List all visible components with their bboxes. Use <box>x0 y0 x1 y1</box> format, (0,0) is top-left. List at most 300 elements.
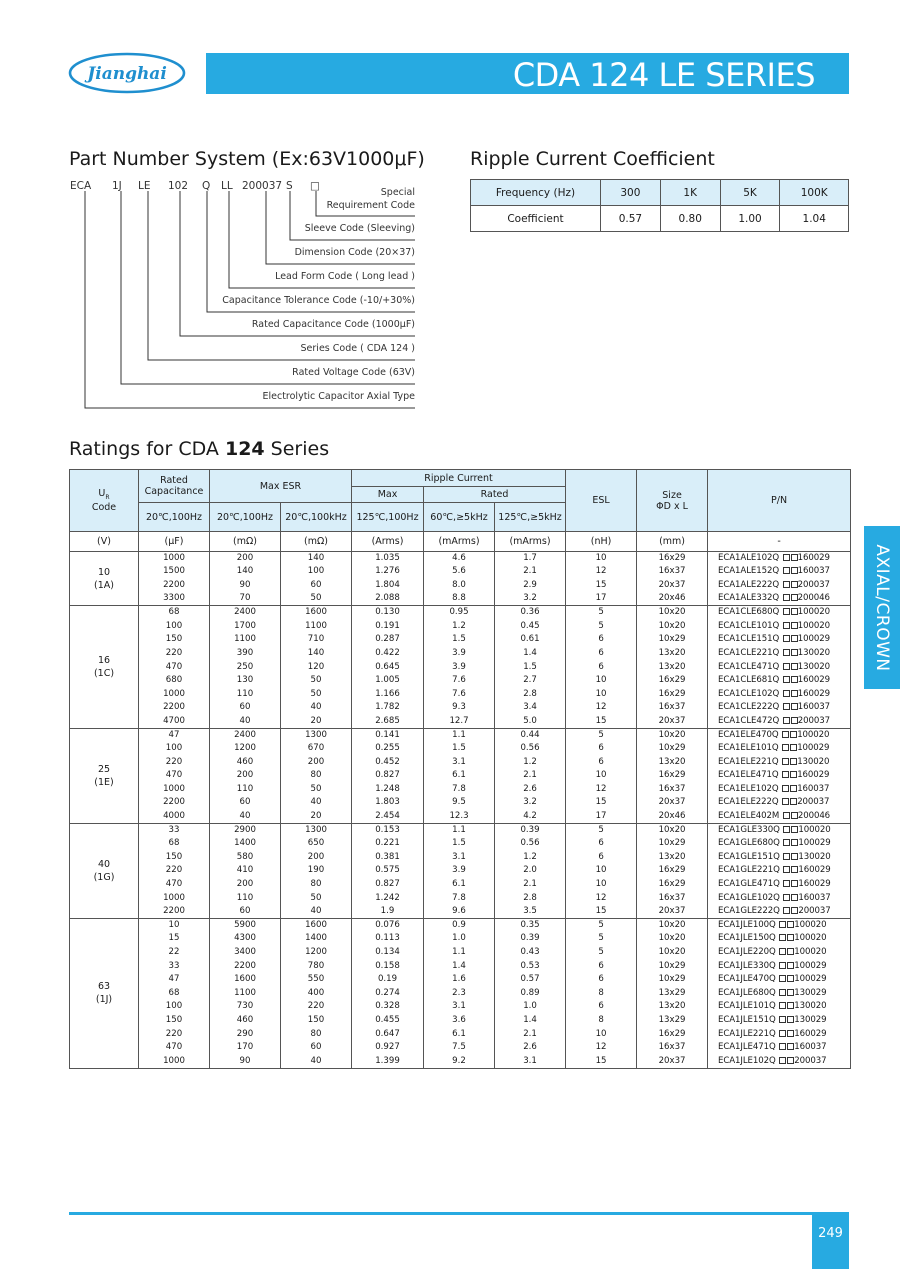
part-number-prefix: ECA1GLE330Q <box>718 824 780 835</box>
part-code-label: Electrolytic Capacitor Axial Type <box>262 391 415 402</box>
table-cell: 1.5 <box>424 633 495 647</box>
table-cell: 12 <box>566 1041 637 1055</box>
placeholder-box-icon <box>783 554 790 561</box>
table-cell: 50 <box>281 687 352 701</box>
table-cell: 6 <box>566 647 637 661</box>
table-cell: 1.1 <box>424 946 495 960</box>
part-number-prefix: ECA1ELE402M <box>718 810 780 821</box>
part-number-prefix: ECA1JLE471Q <box>718 1042 776 1053</box>
table-row <box>70 619 851 633</box>
table-cell: 460 <box>210 755 281 769</box>
table-cell: 7.8 <box>424 783 495 797</box>
part-number-suffix: 100020 <box>797 620 830 631</box>
part-number-suffix: 160037 <box>798 892 831 903</box>
frequency-label: Frequency (Hz) <box>471 180 601 206</box>
placeholder-box-icon <box>791 812 798 819</box>
table-cell: 470 <box>139 878 210 892</box>
placeholder-box-icon <box>783 866 790 873</box>
table-cell: 1100 <box>210 987 281 1001</box>
table-cell: 0.95 <box>424 606 495 620</box>
pn-header: P/N <box>708 470 851 532</box>
part-code-segment: Q <box>202 180 211 192</box>
table-cell: 33 <box>139 959 210 973</box>
part-number-cell <box>708 619 851 633</box>
table-cell: 13x20 <box>637 660 708 674</box>
frequency-cell: 5K <box>720 180 780 206</box>
table-cell: 1.5 <box>424 837 495 851</box>
part-number-cell <box>708 701 851 715</box>
table-cell: 0.45 <box>495 619 566 633</box>
table-cell: 50 <box>281 891 352 905</box>
part-number-suffix: 100029 <box>798 838 831 849</box>
table-cell: 6 <box>566 1000 637 1014</box>
part-number-prefix: ECA1JLE221Q <box>718 1028 776 1039</box>
size-header: Size ΦD x L <box>637 470 708 532</box>
part-number-cell <box>708 1054 851 1068</box>
voltage-code: (1G) <box>93 871 115 883</box>
table-cell: 200 <box>281 755 352 769</box>
part-number-prefix: ECA1CLE101Q <box>718 620 780 631</box>
table-cell: 3.1 <box>424 1000 495 1014</box>
table-cell: 20x46 <box>637 592 708 606</box>
voltage-code: (1C) <box>93 668 115 680</box>
table-cell: 1.0 <box>424 932 495 946</box>
table-cell: 2200 <box>139 579 210 593</box>
part-number-prefix: ECA1CLE102Q <box>718 688 780 699</box>
table-row <box>70 565 851 579</box>
unit-cell: (Arms) <box>352 532 424 552</box>
part-number-suffix: 100020 <box>797 729 830 740</box>
table-cell: 290 <box>210 1027 281 1041</box>
part-number-suffix: 100029 <box>797 743 830 754</box>
table-cell: 0.19 <box>352 973 424 987</box>
table-cell: 140 <box>281 552 352 566</box>
part-number-cell <box>708 919 851 933</box>
table-cell: 1.276 <box>352 565 424 579</box>
ripple-coefficient-table <box>470 179 849 232</box>
unit-cell: (mm) <box>637 532 708 552</box>
table-cell: 220 <box>139 1027 210 1041</box>
table-cell: 16x29 <box>637 864 708 878</box>
table-cell: 1.5 <box>495 660 566 674</box>
table-cell: 2.088 <box>352 592 424 606</box>
part-number-suffix: 100029 <box>797 634 830 645</box>
table-cell: 670 <box>281 742 352 756</box>
part-number-suffix: 130020 <box>797 661 830 672</box>
table-cell: 200 <box>210 878 281 892</box>
part-number-suffix: 100020 <box>794 920 827 931</box>
table-cell: 5 <box>566 619 637 633</box>
voltage-value: 40 <box>97 858 111 870</box>
part-number-prefix: ECA1CLE471Q <box>718 661 780 672</box>
part-number-prefix: ECA1CLE680Q <box>718 607 780 618</box>
table-cell: 1100 <box>210 633 281 647</box>
placeholder-box-icon <box>783 690 790 697</box>
table-cell: 7.6 <box>424 687 495 701</box>
part-code-label: Rated Capacitance Code (1000μF) <box>251 319 415 330</box>
table-cell: 1600 <box>281 606 352 620</box>
table-cell: 20 <box>281 715 352 729</box>
part-number-cell <box>708 769 851 783</box>
part-number-suffix: 100020 <box>794 933 827 944</box>
table-row <box>70 864 851 878</box>
table-cell: 1000 <box>139 552 210 566</box>
part-code-segment: S <box>286 180 293 192</box>
coefficient-cell: 1.00 <box>720 206 780 232</box>
table-cell: 130 <box>210 674 281 688</box>
part-number-suffix: 200046 <box>797 810 831 821</box>
part-number-cell <box>708 973 851 987</box>
table-cell: 16x29 <box>637 687 708 701</box>
table-row <box>70 973 851 987</box>
table-cell: 1.005 <box>352 674 424 688</box>
table-row <box>70 728 851 742</box>
ratings-table <box>69 469 851 1069</box>
table-cell: 80 <box>281 1027 352 1041</box>
table-cell: 47 <box>139 973 210 987</box>
table-cell: 60 <box>210 905 281 919</box>
table-cell: 0.827 <box>352 878 424 892</box>
part-number-suffix: 100029 <box>794 974 827 985</box>
cap-condition: 20℃,100Hz <box>139 503 210 532</box>
part-number-suffix: 160029 <box>797 553 830 564</box>
ripple-coefficient-heading: Ripple Current Coefficient <box>470 148 715 170</box>
table-cell: 3.9 <box>424 660 495 674</box>
voltage-value: 10 <box>97 566 111 578</box>
part-number-cell <box>708 783 851 797</box>
unit-cell: (nH) <box>566 532 637 552</box>
part-number-cell <box>708 905 851 919</box>
table-cell: 1.399 <box>352 1054 424 1068</box>
part-code-segment: LL <box>221 180 233 192</box>
table-cell: 3.9 <box>424 864 495 878</box>
table-cell: 3.2 <box>495 796 566 810</box>
table-cell: 10x20 <box>637 919 708 933</box>
placeholder-box-icon <box>791 663 798 670</box>
part-number-suffix: 200037 <box>794 1055 827 1066</box>
placeholder-box-icon <box>791 676 798 683</box>
table-cell: 50 <box>281 592 352 606</box>
table-row <box>70 742 851 756</box>
table-cell: 60 <box>281 1041 352 1055</box>
voltage-group-cell <box>70 919 139 1069</box>
ripple-current-header: Ripple Current <box>352 470 566 487</box>
table-cell: 0.575 <box>352 864 424 878</box>
units-row <box>70 532 851 552</box>
table-cell: 0.53 <box>495 959 566 973</box>
table-cell: 390 <box>210 647 281 661</box>
table-cell: 0.141 <box>352 728 424 742</box>
table-cell: 0.43 <box>495 946 566 960</box>
table-cell: 1.035 <box>352 552 424 566</box>
table-cell: 3300 <box>139 592 210 606</box>
table-cell: 100 <box>139 742 210 756</box>
part-number-cell <box>708 633 851 647</box>
voltage-group-cell <box>70 728 139 823</box>
table-cell: 60 <box>281 579 352 593</box>
ur-code-header: $U_R$ Code <box>70 470 139 532</box>
table-cell: 650 <box>281 837 352 851</box>
table-cell: 0.328 <box>352 1000 424 1014</box>
part-number-cell <box>708 1014 851 1028</box>
max-condition: 125℃,100Hz <box>352 503 424 532</box>
placeholder-box-icon <box>783 839 790 846</box>
table-cell: 5.0 <box>495 715 566 729</box>
part-number-prefix: ECA1CLE472Q <box>718 715 780 726</box>
placeholder-box-icon <box>791 635 798 642</box>
table-cell: 12.3 <box>424 810 495 824</box>
part-number-suffix: 130020 <box>797 647 830 658</box>
placeholder-box-icon <box>783 907 790 914</box>
table-cell: 200 <box>210 769 281 783</box>
table-cell: 40 <box>281 701 352 715</box>
table-cell: 9.3 <box>424 701 495 715</box>
table-row <box>70 592 851 606</box>
table-cell: 2200 <box>139 701 210 715</box>
part-number-suffix: 200037 <box>797 579 830 590</box>
table-cell: 4000 <box>139 810 210 824</box>
table-cell: 7.6 <box>424 674 495 688</box>
table-cell: 50 <box>281 674 352 688</box>
table-cell: 100 <box>139 619 210 633</box>
voltage-value: 63 <box>97 981 111 993</box>
table-cell: 0.56 <box>495 742 566 756</box>
part-number-prefix: ECA1ALE102Q <box>718 553 779 564</box>
part-number-prefix: ECA1GLE680Q <box>718 838 780 849</box>
part-number-prefix: ECA1ELE101Q <box>718 743 779 754</box>
table-cell: 710 <box>281 633 352 647</box>
table-cell: 0.191 <box>352 619 424 633</box>
table-cell: 40 <box>210 810 281 824</box>
table-row <box>70 1014 851 1028</box>
placeholder-box-icon <box>791 608 798 615</box>
frequency-cell: 100K <box>780 180 849 206</box>
table-cell: 0.57 <box>495 973 566 987</box>
table-cell: 110 <box>210 687 281 701</box>
table-cell: 1.2 <box>424 619 495 633</box>
table-cell: 5 <box>566 606 637 620</box>
part-number-prefix: ECA1ALE222Q <box>718 579 779 590</box>
table-cell: 10 <box>566 769 637 783</box>
table-cell: 16x29 <box>637 769 708 783</box>
unit-cell: (μF) <box>139 532 210 552</box>
table-cell: 16x37 <box>637 701 708 715</box>
table-cell: 80 <box>281 878 352 892</box>
part-number-heading: Part Number System (Ex:63V1000μF) <box>69 148 425 170</box>
part-code-label: Rated Voltage Code (63V) <box>292 367 415 378</box>
table-cell: 2.0 <box>495 864 566 878</box>
max-esr-header: Max ESR <box>210 470 352 503</box>
part-number-suffix: 100029 <box>794 960 827 971</box>
table-cell: 68 <box>139 987 210 1001</box>
table-cell: 10x29 <box>637 973 708 987</box>
ratings-heading-prefix: Ratings for CDA <box>69 438 225 460</box>
table-cell: 1.9 <box>352 905 424 919</box>
table-cell: 10x29 <box>637 742 708 756</box>
table-cell: 10 <box>566 878 637 892</box>
table-cell: 5 <box>566 919 637 933</box>
table-cell: 2.6 <box>495 783 566 797</box>
table-cell: 16x37 <box>637 891 708 905</box>
ratings-heading <box>69 438 329 460</box>
table-cell: 1600 <box>210 973 281 987</box>
placeholder-box-icon <box>791 622 798 629</box>
placeholder-box-icon <box>791 649 798 656</box>
table-row <box>70 606 851 620</box>
table-row <box>70 891 851 905</box>
table-cell: 17 <box>566 810 637 824</box>
table-cell: 10x20 <box>637 728 708 742</box>
part-number-cell <box>708 796 851 810</box>
part-number-cell <box>708 565 851 579</box>
part-number-suffix: 160029 <box>797 675 830 686</box>
table-cell: 13x20 <box>637 755 708 769</box>
table-cell: 10x20 <box>637 606 708 620</box>
table-cell: 20x37 <box>637 905 708 919</box>
part-number-prefix: ECA1CLE221Q <box>718 647 780 658</box>
table-cell: 33 <box>139 823 210 837</box>
voltage-value: 16 <box>97 655 111 667</box>
part-code-label: Special Requirement Code <box>326 187 415 211</box>
table-cell: 0.35 <box>495 919 566 933</box>
part-number-cell <box>708 674 851 688</box>
table-cell: 6.1 <box>424 1027 495 1041</box>
table-cell: 16x29 <box>637 674 708 688</box>
table-cell: 16x29 <box>637 552 708 566</box>
ur-code-header-text: Code <box>91 502 117 514</box>
table-cell: 150 <box>281 1014 352 1028</box>
table-cell: 10x29 <box>637 837 708 851</box>
placeholder-box-icon <box>779 1057 786 1064</box>
table-cell: 10x20 <box>637 823 708 837</box>
placeholder-box-icon <box>791 703 798 710</box>
table-cell: 4.6 <box>424 552 495 566</box>
table-cell: 1.803 <box>352 796 424 810</box>
part-number-prefix: ECA1CLE681Q <box>718 675 780 686</box>
part-number-suffix: 160029 <box>797 770 830 781</box>
part-number-prefix: ECA1JLE101Q <box>718 1001 776 1012</box>
table-cell: 7.5 <box>424 1041 495 1055</box>
placeholder-box-icon <box>791 567 798 574</box>
table-cell: 2200 <box>139 796 210 810</box>
table-cell: 1.2 <box>495 851 566 865</box>
table-cell: 1200 <box>210 742 281 756</box>
table-row <box>70 755 851 769</box>
table-cell: 60 <box>210 701 281 715</box>
part-number-cell <box>708 579 851 593</box>
table-cell: 0.44 <box>495 728 566 742</box>
table-cell: 60 <box>210 796 281 810</box>
table-cell: 13x29 <box>637 987 708 1001</box>
part-number-suffix: 100020 <box>794 947 827 958</box>
table-cell: 5 <box>566 932 637 946</box>
table-cell: 0.39 <box>495 823 566 837</box>
table-cell: 0.255 <box>352 742 424 756</box>
table-cell: 110 <box>210 891 281 905</box>
table-cell: 1300 <box>281 823 352 837</box>
table-cell: 0.113 <box>352 932 424 946</box>
table-cell: 5900 <box>210 919 281 933</box>
table-row <box>70 905 851 919</box>
table-cell: 22 <box>139 946 210 960</box>
part-number-suffix: 200037 <box>797 797 830 808</box>
table-cell: 0.36 <box>495 606 566 620</box>
table-cell: 1000 <box>139 687 210 701</box>
table-row <box>70 810 851 824</box>
table-cell: 6 <box>566 959 637 973</box>
table-cell: 68 <box>139 606 210 620</box>
part-number-cell <box>708 742 851 756</box>
table-cell: 90 <box>210 1054 281 1068</box>
part-code-segment: 102 <box>168 180 189 192</box>
table-cell: 250 <box>210 660 281 674</box>
placeholder-box-icon <box>782 731 789 738</box>
table-cell: 8 <box>566 987 637 1001</box>
table-cell: 0.287 <box>352 633 424 647</box>
table-cell: 140 <box>281 647 352 661</box>
table-cell: 150 <box>139 851 210 865</box>
placeholder-box-icon <box>779 989 786 996</box>
table-cell: 12 <box>566 783 637 797</box>
part-number-cell <box>708 728 851 742</box>
placeholder-box-icon <box>791 717 798 724</box>
rated-capacitance-header: Rated Capacitance <box>139 470 210 503</box>
part-code-label: Dimension Code (20×37) <box>294 247 415 258</box>
table-cell: 1200 <box>281 946 352 960</box>
table-cell: 20x37 <box>637 1054 708 1068</box>
table-row <box>70 851 851 865</box>
placeholder-box-icon <box>782 758 789 765</box>
table-cell: 2.6 <box>495 1041 566 1055</box>
table-cell: 10x29 <box>637 633 708 647</box>
coefficient-cell: 0.80 <box>660 206 720 232</box>
table-cell: 13x20 <box>637 1000 708 1014</box>
part-number-cell <box>708 592 851 606</box>
part-number-cell <box>708 891 851 905</box>
part-number-prefix: ECA1JLE151Q <box>718 1014 776 1025</box>
table-row <box>70 660 851 674</box>
table-cell: 470 <box>139 1041 210 1055</box>
table-row <box>70 878 851 892</box>
table-cell: 3.1 <box>424 755 495 769</box>
table-cell: 40 <box>281 796 352 810</box>
table-cell: 1.4 <box>424 959 495 973</box>
part-number-prefix: ECA1ALE152Q <box>718 566 779 577</box>
placeholder-box-icon <box>783 880 790 887</box>
table-cell: 10 <box>566 552 637 566</box>
table-cell: 6 <box>566 755 637 769</box>
page-number: 249 <box>818 1226 843 1241</box>
table-cell: 410 <box>210 864 281 878</box>
part-number-prefix: ECA1GLE222Q <box>718 905 780 916</box>
table-cell: 2.1 <box>495 565 566 579</box>
part-number-suffix: 130029 <box>794 987 827 998</box>
placeholder-box-icon <box>783 594 790 601</box>
series-title-bar <box>206 53 849 94</box>
table-row <box>70 932 851 946</box>
table-cell: 1.166 <box>352 687 424 701</box>
voltage-code: (1E) <box>94 776 114 788</box>
voltage-group-cell <box>70 606 139 728</box>
placeholder-box-icon <box>783 635 790 642</box>
part-number-suffix: 130029 <box>794 1014 827 1025</box>
placeholder-box-icon <box>779 934 786 941</box>
unit-cell: - <box>708 532 851 552</box>
page-number-box <box>812 1215 849 1269</box>
table-cell: 5 <box>566 728 637 742</box>
frequency-cell: 300 <box>601 180 661 206</box>
table-cell: 140 <box>210 565 281 579</box>
